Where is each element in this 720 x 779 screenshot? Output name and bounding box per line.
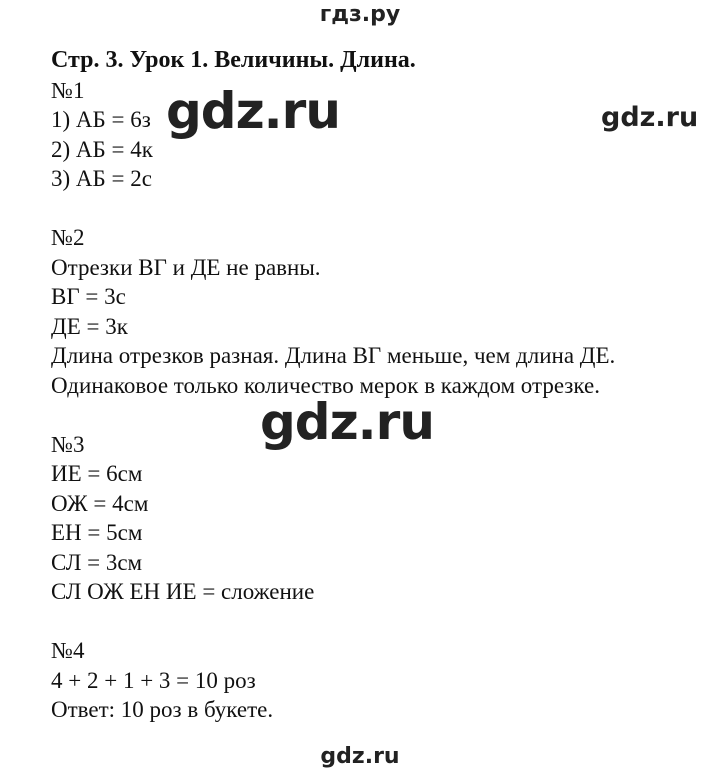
watermark-top: гдз.ру xyxy=(319,2,401,27)
section-number: №3 xyxy=(51,431,85,457)
text-line: Ответ: 10 роз в букете. xyxy=(51,697,274,722)
text-line: ДЕ = 3к xyxy=(51,313,128,339)
text-line: 3) АБ = 2с xyxy=(51,166,152,191)
page-title: Стр. 3. Урок 1. Величины. Длина. xyxy=(51,47,416,73)
watermark-bottom: gdz.ru xyxy=(320,744,400,769)
section-number: №2 xyxy=(51,225,85,250)
text-line: 1) АБ = 6з xyxy=(51,107,151,132)
document-body xyxy=(51,46,615,725)
watermark-large: gdz.ru xyxy=(166,82,340,140)
section-number: №4 xyxy=(51,638,85,663)
text-line: 2) АБ = 4к xyxy=(51,136,153,162)
text-line: 4 + 2 + 1 + 3 = 10 роз xyxy=(51,667,256,693)
section-2 xyxy=(51,223,615,400)
text-line: ОЖ = 4см xyxy=(51,490,149,516)
text-line: Одинаковое только количество мерок в каждом отрезке. xyxy=(51,372,600,398)
section-number: №1 xyxy=(51,77,85,103)
section-3 xyxy=(51,430,615,607)
text-line: ЕН = 5см xyxy=(51,520,143,545)
text-line: СЛ ОЖ ЕН ИЕ = сложение xyxy=(51,579,315,604)
section-4 xyxy=(51,636,615,725)
text-line: СЛ = 3см xyxy=(51,549,143,575)
text-line: ИЕ = 6см xyxy=(51,461,143,486)
text-line: ВГ = 3с xyxy=(51,284,126,309)
watermark-large: gdz.ru xyxy=(260,393,434,451)
text-line: Отрезки ВГ и ДЕ не равны. xyxy=(51,254,321,280)
watermark-small: gdz.ru xyxy=(601,102,699,133)
text-line: Длина отрезков разная. Длина ВГ меньше, чем длина ДЕ. xyxy=(51,343,616,368)
